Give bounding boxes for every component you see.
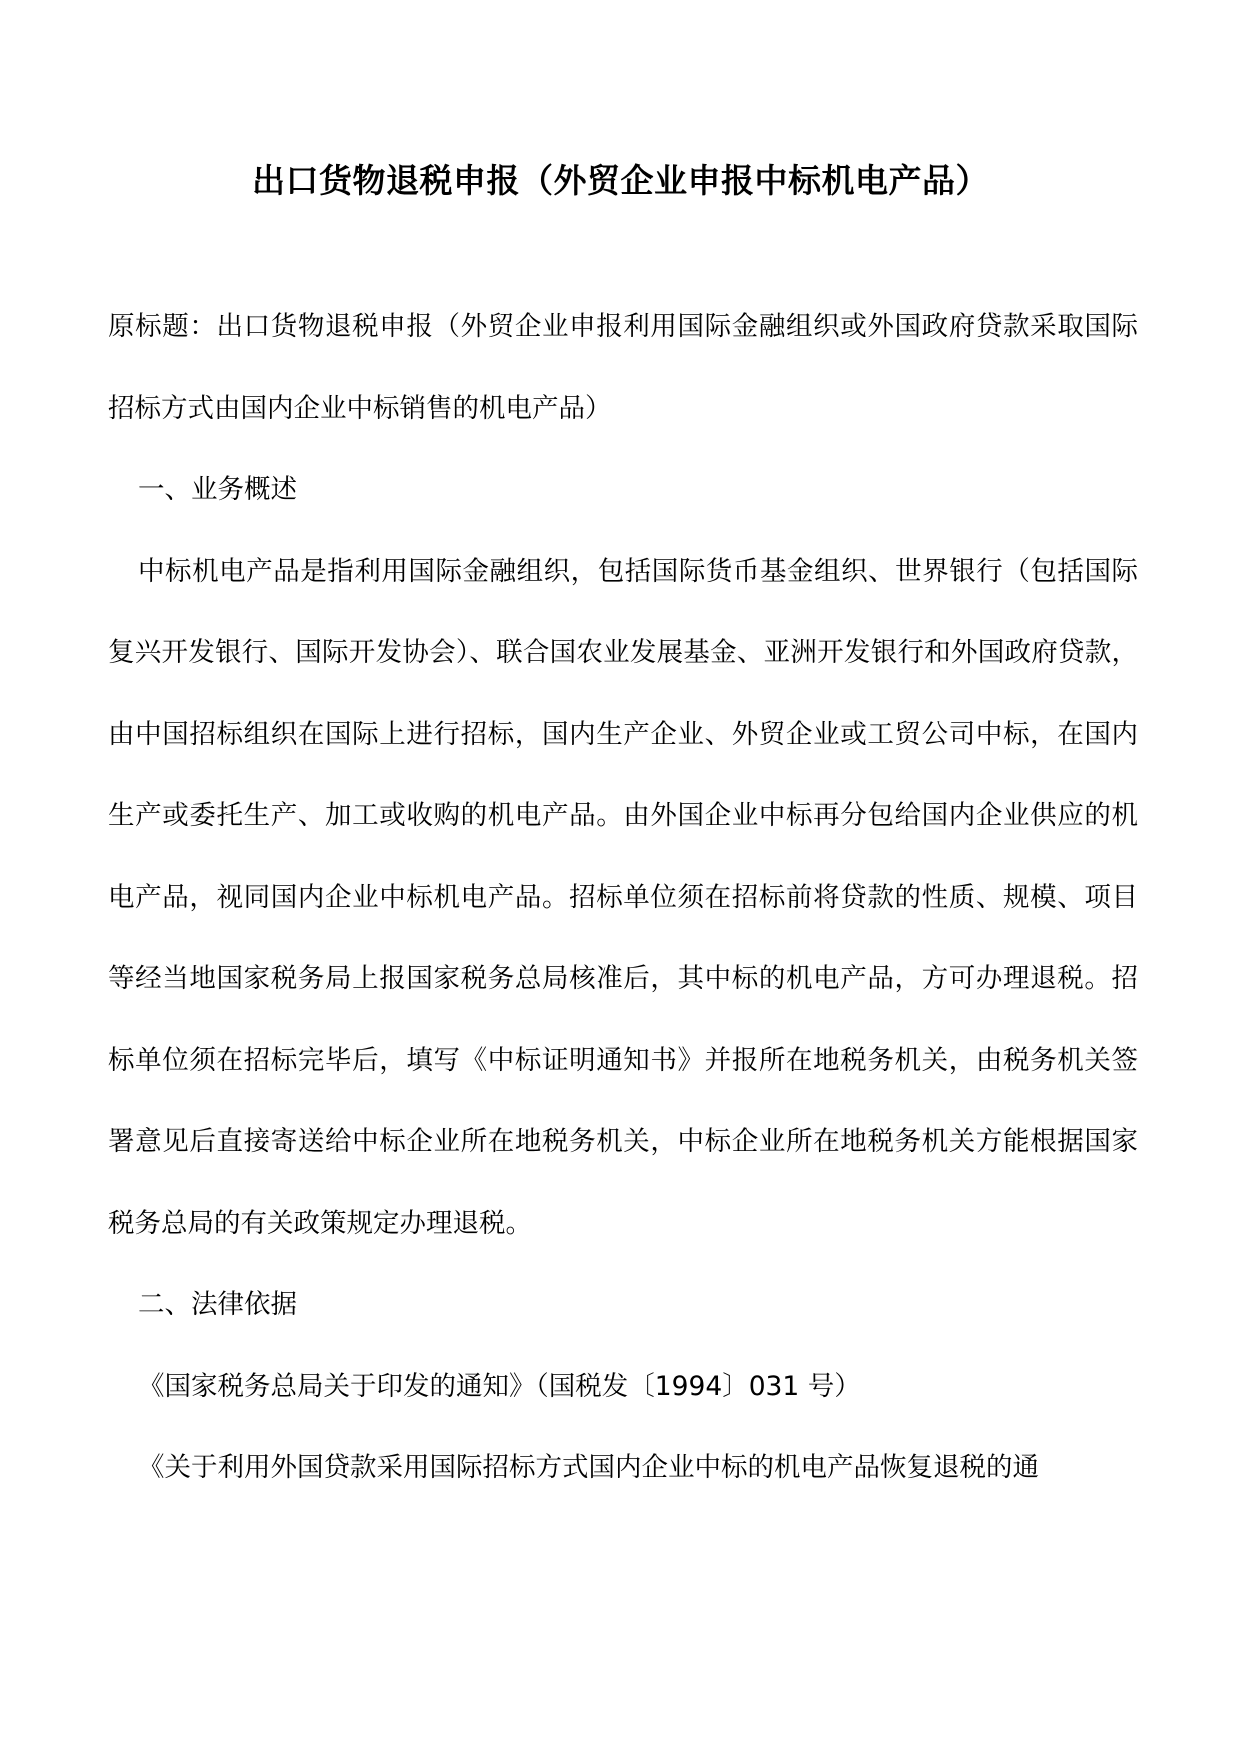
document-body: [108, 286, 1138, 1509]
section-heading-legal-basis: 二、法律依据: [138, 1289, 297, 1320]
section-heading-overview: 一、业务概述: [138, 474, 297, 505]
document-title: 出口货物退税申报（外贸企业申报中标机电产品）: [252, 161, 989, 200]
overview-paragraph: 中标机电产品是指利用国际金融组织，包括国际货币基金组织、世界银行（包括国际复兴开发银行、国际开发协会）、联合国农业发展基金、亚洲开发银行和外国政府贷款，由中国招标组织在国际上进行招标，国内生产企业、外贸企业或工贸公司中标，在国内生产或委托生产、加工或收购的机电产品。由外国企业中标再分包给国内企业供应的机电产品，视同国内企业中标机电产品。招标单位须在招标前将贷款的性质、规模、项目等经当地国家税务局上报国家税务总局核准后，其中标的机电产品，方可办理退税。招标单位须在招标完毕后，填写《中标证明通知书》并报所在地税务机关，由税务机关签署意见后直接寄送给中标企业所在地税务机关，中标企业所在地税务机关方能根据国家税务总局的有关政策规定办理退税。: [108, 555, 1138, 1239]
law-reference-1: 《国家税务总局关于印发的通知》（国税发〔1994〕031 号）: [138, 1370, 861, 1402]
original-title-paragraph: 原标题：出口货物退税申报（外贸企业申报利用国际金融组织或外国政府贷款采取国际招标方式由国内企业中标销售的机电产品）: [108, 311, 1138, 424]
law-reference-2: 《关于利用外国贷款采用国际招标方式国内企业中标的机电产品恢复退税的通: [138, 1452, 1039, 1483]
